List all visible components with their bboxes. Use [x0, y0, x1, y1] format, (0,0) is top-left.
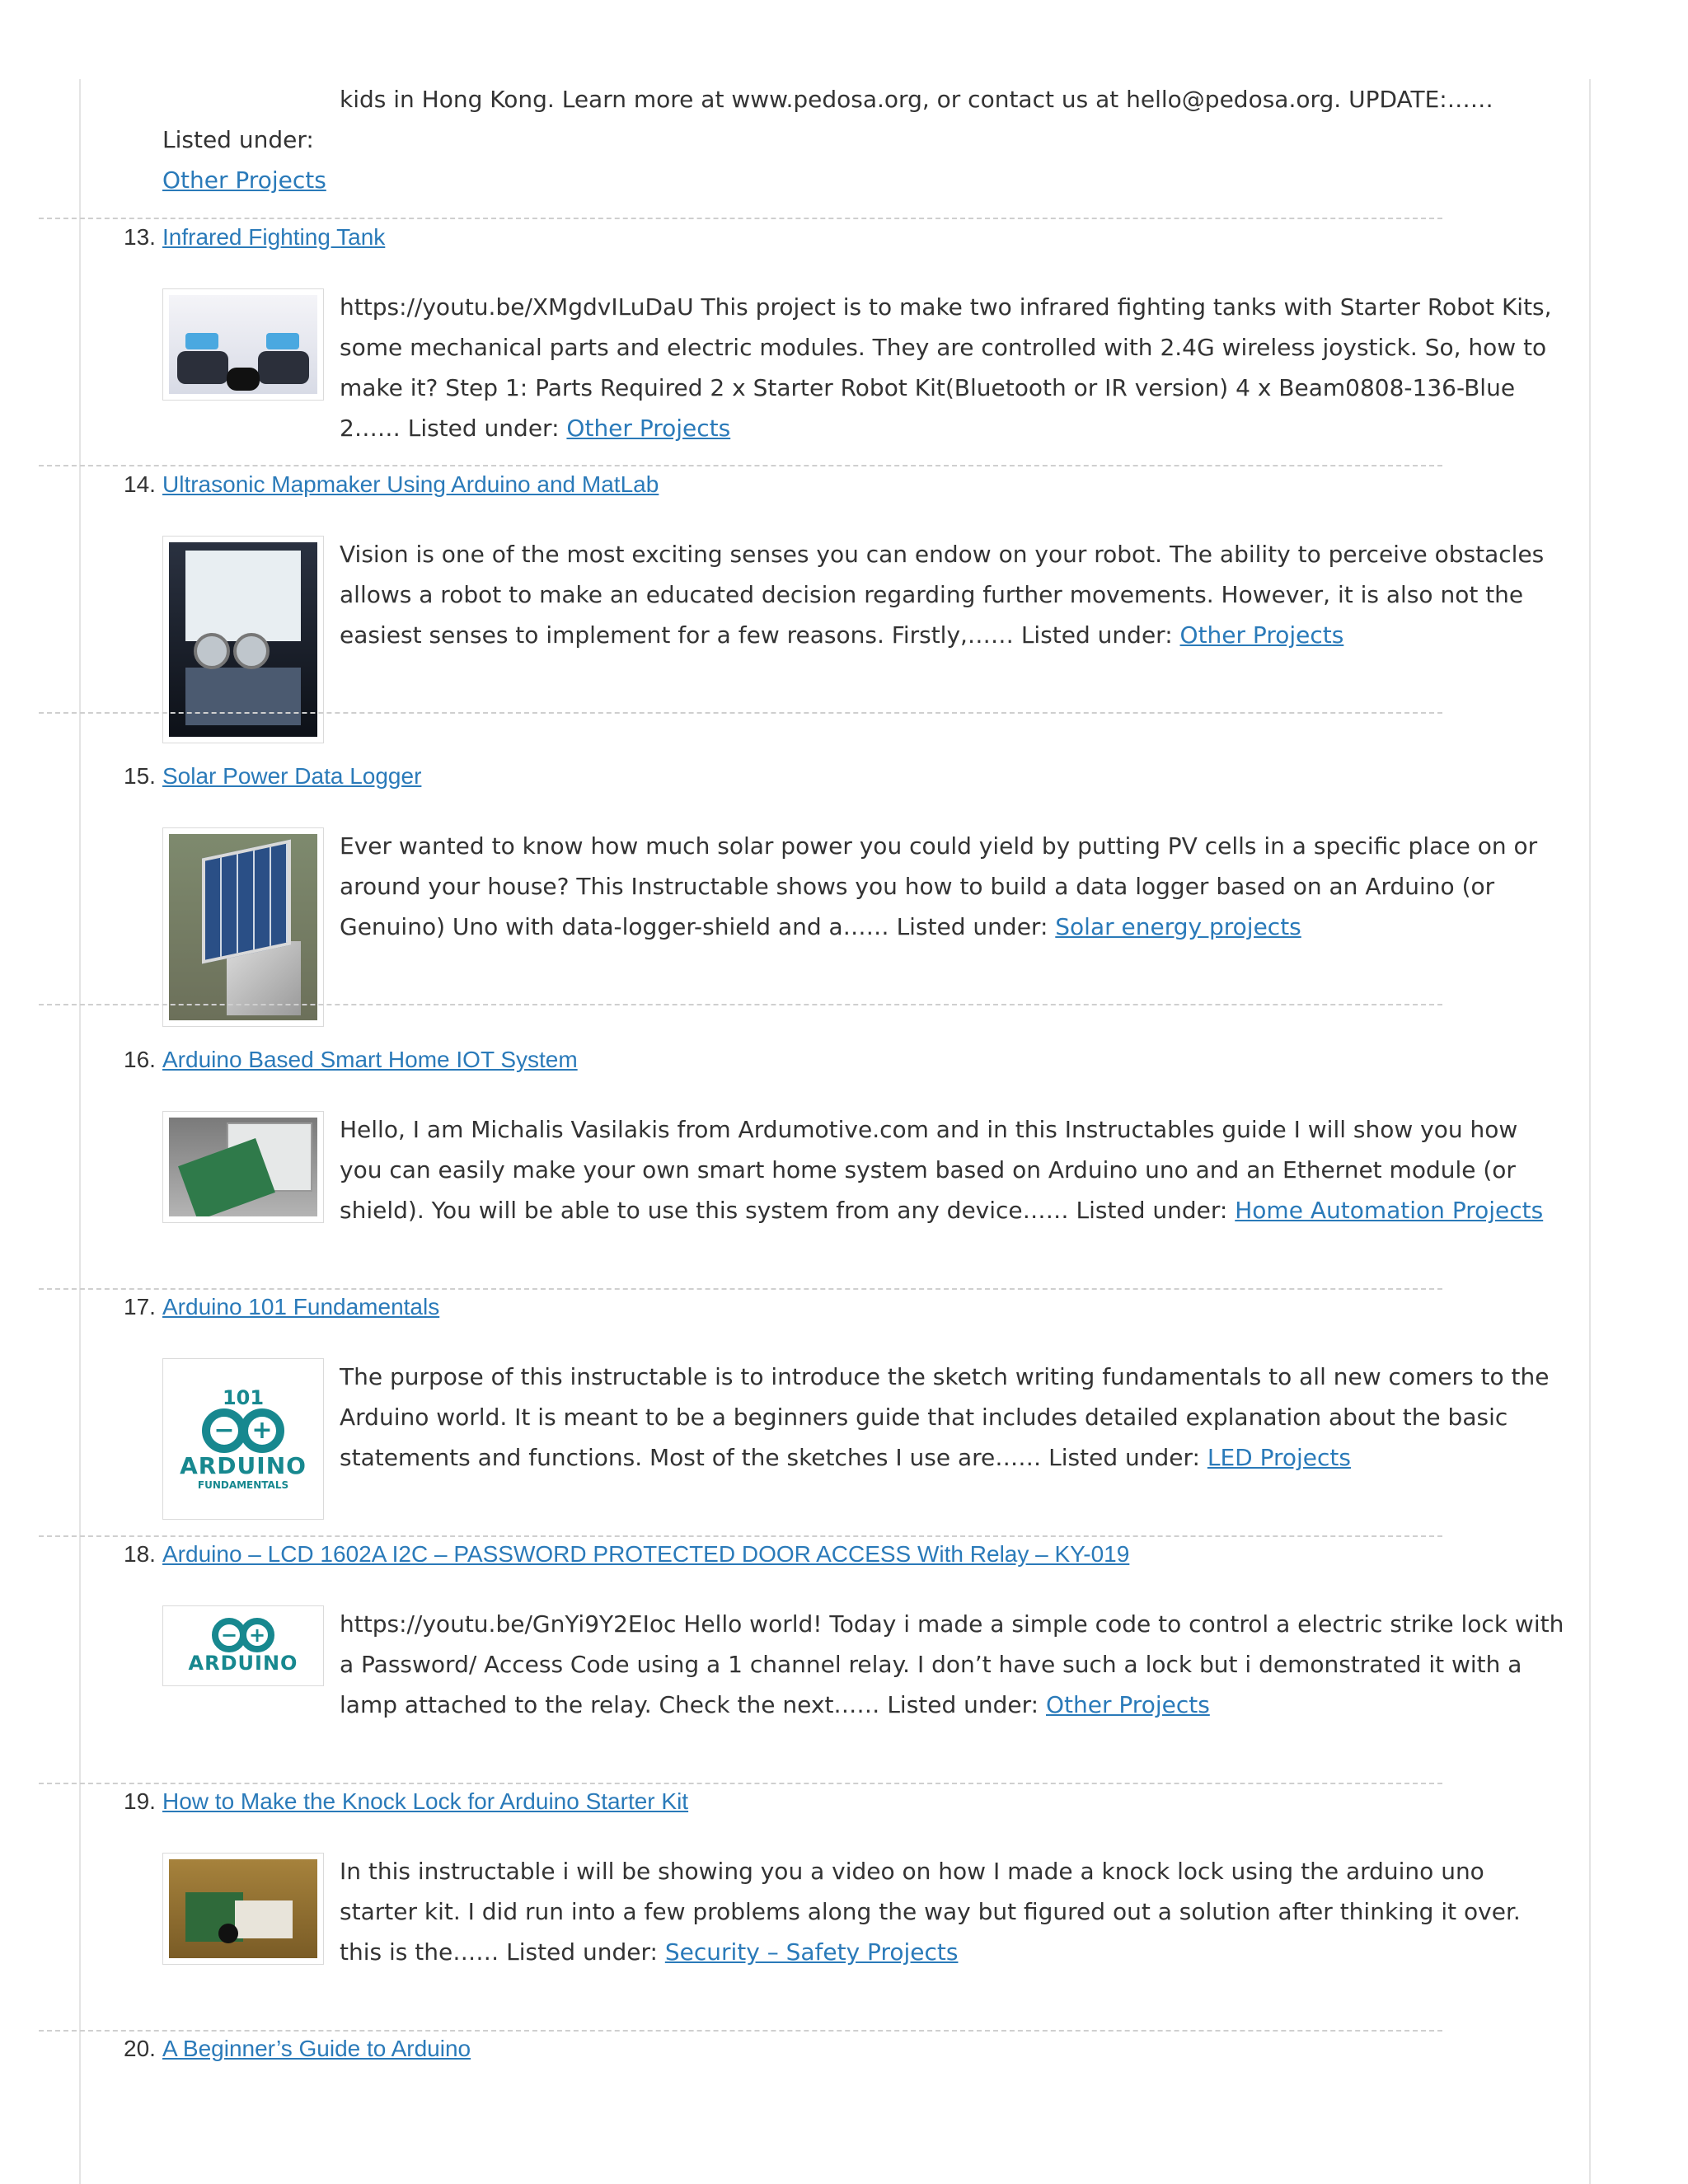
tank-robot-thumbnail[interactable]	[162, 288, 324, 401]
item-separator	[39, 1004, 1442, 1005]
item-number: 15.	[124, 763, 156, 789]
item-category-link[interactable]: Security – Safety Projects	[664, 1938, 959, 1966]
item-category-link[interactable]: Home Automation Projects	[1235, 1197, 1544, 1224]
item-category-link[interactable]: Solar energy projects	[1055, 913, 1301, 940]
item-title-link[interactable]: Solar Power Data Logger	[162, 763, 422, 789]
item-description-text: In this instructable i will be showing you a video on how I made a knock lock using the arduino uno starter kit. I did run into a few problems along the way but figured out a solution after thinking it over. this is the…… Listed under:	[340, 1858, 1521, 1966]
smart-home-board-image	[169, 1118, 317, 1216]
infinity-icon: − +	[202, 1408, 284, 1453]
item-title-link[interactable]: Arduino – LCD 1602A I2C – PASSWORD PROTECTED DOOR ACCESS With Relay – KY-019	[162, 1541, 1130, 1567]
item-category-link[interactable]: Other Projects	[1046, 1691, 1210, 1718]
ultrasonic-robot-image	[169, 542, 317, 737]
solar-panel-image	[169, 834, 317, 1020]
item-title-row	[124, 1291, 439, 1324]
item-description-text: https://youtu.be/XMgdvILuDaU This project is to make two infrared fighting tanks with Starter Robot Kits, some mechanical parts and electric modules. They are controlled with 2.4G wireless joystick. So, how to make it? Step 1: Parts Required 2 x Starter Robot Kit(Bluetooth or IR version) 4 x Beam0808-136-Blue 2…… Listed under:	[340, 293, 1552, 442]
logo-number: 101	[222, 1386, 265, 1409]
item-title-row	[124, 1538, 1129, 1571]
logo-wordmark: ARDUINO	[180, 1452, 307, 1479]
item-separator	[39, 465, 1442, 466]
previous-item-description	[162, 79, 1564, 200]
item-number: 18.	[124, 1541, 156, 1567]
item-description	[340, 287, 1566, 448]
item-title-link[interactable]: How to Make the Knock Lock for Arduino Starter Kit	[162, 1788, 689, 1814]
item-category-link[interactable]: LED Projects	[1207, 1444, 1351, 1471]
item-title-row	[124, 468, 659, 501]
item-separator	[39, 2030, 1442, 2032]
item-description-text: https://youtu.be/GnYi9Y2EIoc Hello world! Today i made a simple code to control a electric strike lock with a Password/ Access Code using a 1 channel relay. I don’t have such a lock but i demonstrated it with a lamp attached to the relay. Check the next…… Listed under:	[340, 1610, 1564, 1718]
arduino-101-image	[169, 1365, 317, 1513]
item-separator	[39, 712, 1442, 714]
item-number: 17.	[124, 1294, 156, 1319]
item-title-row	[124, 2032, 471, 2065]
item-title-row	[124, 760, 421, 793]
logo-subtitle: FUNDAMENTALS	[197, 1479, 289, 1491]
knock-lock-thumbnail[interactable]	[162, 1853, 324, 1965]
item-title-row	[124, 1043, 578, 1076]
item-title-link[interactable]: A Beginner’s Guide to Arduino	[162, 2036, 471, 2061]
item-category-link[interactable]: Other Projects	[566, 415, 731, 442]
item-title-link[interactable]: Ultrasonic Mapmaker Using Arduino and MatLab	[162, 471, 659, 497]
item-title-link[interactable]: Infrared Fighting Tank	[162, 224, 386, 250]
arduino-logo[interactable]	[162, 1605, 324, 1686]
item-description-text: Vision is one of the most exciting senses you can endow on your robot. The ability to perceive obstacles allows a robot to make an educated decision regarding further movements. However, it is also not the easiest senses to implement for a few reasons. Firstly,…… Listed under:	[340, 541, 1545, 649]
item-number: 14.	[124, 471, 156, 497]
knock-lock-image	[169, 1859, 317, 1958]
smart-home-board-thumbnail[interactable]	[162, 1111, 324, 1223]
previous-item-category-link[interactable]: Other Projects	[162, 166, 326, 194]
item-title-row	[124, 1785, 688, 1818]
item-description-text: Hello, I am Michalis Vasilakis from Ardumotive.com and in this Instructables guide I will show you how you can easily make your own smart home system based on Arduino uno and an Ethernet module (or shield). You will be able to use this system from any device…… Listed under:	[340, 1116, 1518, 1224]
item-number: 13.	[124, 224, 156, 250]
solar-panel-thumbnail[interactable]	[162, 827, 324, 1027]
item-title-link[interactable]: Arduino 101 Fundamentals	[162, 1294, 440, 1319]
item-category-link[interactable]: Other Projects	[1179, 621, 1344, 649]
item-description	[340, 534, 1566, 655]
item-separator	[39, 218, 1442, 219]
previous-item-text: kids in Hong Kong. Learn more at www.pedosa.org, or contact us at hello@pedosa.org. UPDATE:…… Listed under:	[162, 86, 1493, 153]
item-separator	[39, 1288, 1442, 1290]
item-title-link[interactable]: Arduino Based Smart Home IOT System	[162, 1047, 578, 1072]
arduino-logo-image	[169, 1612, 317, 1680]
item-title-row	[124, 221, 385, 254]
item-description	[340, 1604, 1566, 1725]
item-number: 20.	[124, 2036, 156, 2061]
item-description	[340, 1357, 1566, 1478]
arduino-101-logo[interactable]	[162, 1358, 324, 1520]
item-description-text: The purpose of this instructable is to introduce the sketch writing fundamentals to all new comers to the Arduino world. It is meant to be a beginners guide that includes detailed explanation about the basic statements and functions. Most of the sketches I use are…… Listed under:	[340, 1363, 1550, 1471]
logo-wordmark: ARDUINO	[188, 1652, 298, 1675]
item-separator	[39, 1783, 1442, 1784]
item-description-text: Ever wanted to know how much solar power you could yield by putting PV cells in a specific place on or around your house? This Instructable shows you how to build a data logger based on an Arduino (or Genuino) Uno with data-logger-shield and a…… Listed under:	[340, 832, 1538, 940]
item-number: 16.	[124, 1047, 156, 1072]
item-description	[340, 1851, 1566, 1972]
item-separator	[39, 1535, 1442, 1537]
tank-robot-image	[169, 295, 317, 394]
infinity-icon: − +	[212, 1618, 274, 1652]
item-number: 19.	[124, 1788, 156, 1814]
item-description	[340, 826, 1566, 947]
item-description	[340, 1109, 1566, 1230]
